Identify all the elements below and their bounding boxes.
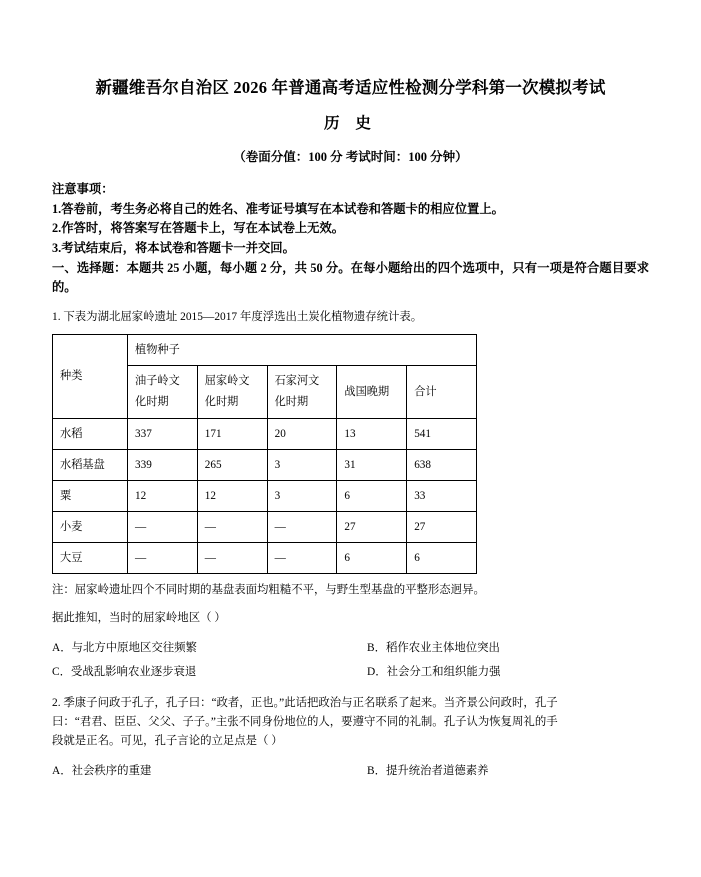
plant-remains-table (52, 334, 477, 574)
question-2-stem-line-2: 曰：“君君、臣臣、父父、子子。”主张不同身份地位的人，要遵守不同的礼制。孔子认为恢复周礼的手 (52, 715, 558, 728)
option-b[interactable]: B．稻作农业主体地位突出 (367, 641, 500, 654)
table-header-period-4: 战国晚期 (337, 365, 407, 418)
row-value: — (267, 511, 337, 542)
row-value: 6 (337, 542, 407, 573)
row-value: 6 (337, 480, 407, 511)
question-1-options (52, 628, 649, 684)
row-total: 638 (407, 449, 477, 480)
table-header-period-3: 石家河文化时期 (267, 365, 337, 418)
row-value: 3 (267, 449, 337, 480)
row-value: 12 (197, 480, 267, 511)
option-c[interactable]: C．受战乱影响农业逐步衰退 (52, 665, 197, 678)
row-value: 265 (197, 449, 267, 480)
section-heading-multiple-choice: 一、选择题：本题共 25 小题，每小题 2 分，共 50 分。在每小题给出的四个选项中，只有一项是符合题目要求的。 (52, 260, 649, 294)
row-value: 27 (337, 511, 407, 542)
notice-item-3: 3.考试结束后，将本试卷和答题卡一并交回。 (52, 240, 295, 255)
option-row (52, 636, 649, 660)
question-2-stem-line-3: 段就是正名。可见，孔子言论的立足点是（ ） (52, 734, 283, 747)
table-row (53, 418, 477, 449)
row-value: 337 (128, 418, 198, 449)
question-1-prompt: 据此推知，当时的屈家岭地区（ ） (52, 611, 226, 624)
page-title: 新疆维吾尔自治区 2026 年普通高考适应性检测分学科第一次模拟考试 (95, 78, 606, 97)
table-header-total: 合计 (407, 365, 477, 418)
row-kind: 大豆 (53, 542, 128, 573)
subject-title: 历 史 (324, 115, 377, 132)
option-row (52, 660, 649, 684)
question-1-table-note: 注：屈家岭遗址四个不同时期的基盘表面均粗糙不平，与野生型基盘的平整形态迥异。 (52, 583, 485, 596)
row-value: 171 (197, 418, 267, 449)
option-d[interactable]: D．社会分工和组织能力强 (367, 665, 501, 678)
question-1 (52, 298, 649, 684)
row-value: — (128, 542, 198, 573)
row-kind: 水稻基盘 (53, 449, 128, 480)
row-kind: 水稻 (53, 418, 128, 449)
table-row (53, 542, 477, 573)
notice-block (52, 167, 649, 298)
notice-heading: 注意事项： (52, 182, 114, 196)
option-a[interactable]: A．与北方中原地区交往频繁 (52, 641, 197, 654)
notice-item-1: 1.答卷前，考生务必将自己的姓名、准考证号填写在本试卷和答题卡的相应位置上。 (52, 201, 504, 216)
row-total: 27 (407, 511, 477, 542)
question-1-stem: 1. 下表为湖北屈家岭遗址 2015—2017 年度浮选出土炭化植物遗存统计表。 (52, 310, 423, 323)
table-row (53, 511, 477, 542)
option-a[interactable]: A．社会秩序的重建 (52, 764, 152, 777)
row-value: 13 (337, 418, 407, 449)
table-row (53, 449, 477, 480)
row-value: 31 (337, 449, 407, 480)
row-value: 3 (267, 480, 337, 511)
table-header-kind: 种类 (53, 334, 128, 418)
row-value: 12 (128, 480, 198, 511)
table-header-period-2: 屈家岭文化时期 (197, 365, 267, 418)
question-2-options (52, 751, 649, 783)
option-b[interactable]: B．提升统治者道德素养 (367, 764, 489, 777)
row-kind: 小麦 (53, 511, 128, 542)
row-kind: 粟 (53, 480, 128, 511)
notice-item-2: 2.作答时，将答案写在答题卡上，写在本试卷上无效。 (52, 221, 345, 235)
row-total: 6 (407, 542, 477, 573)
table-header-group: 植物种子 (128, 334, 477, 365)
table-row (53, 480, 477, 511)
row-value: — (128, 511, 198, 542)
question-1-table-wrapper (52, 327, 649, 574)
table-header-row-1 (53, 334, 477, 365)
row-value: 20 (267, 418, 337, 449)
row-value: — (267, 542, 337, 573)
question-2-stem-line-1: 2. 季康子问政于孔子，孔子曰：“政者，正也。”此话把政治与正名联系了起来。当齐景公问政时，孔子 (52, 696, 558, 709)
row-total: 541 (407, 418, 477, 449)
row-value: — (197, 542, 267, 573)
option-row (52, 759, 649, 783)
score-and-duration: （卷面分值：100 分 考试时间：100 分钟） (233, 150, 468, 164)
row-total: 33 (407, 480, 477, 511)
table-header-period-1: 油子岭文化时期 (128, 365, 198, 418)
question-2 (52, 684, 649, 783)
row-value: 339 (128, 449, 198, 480)
row-value: — (197, 511, 267, 542)
